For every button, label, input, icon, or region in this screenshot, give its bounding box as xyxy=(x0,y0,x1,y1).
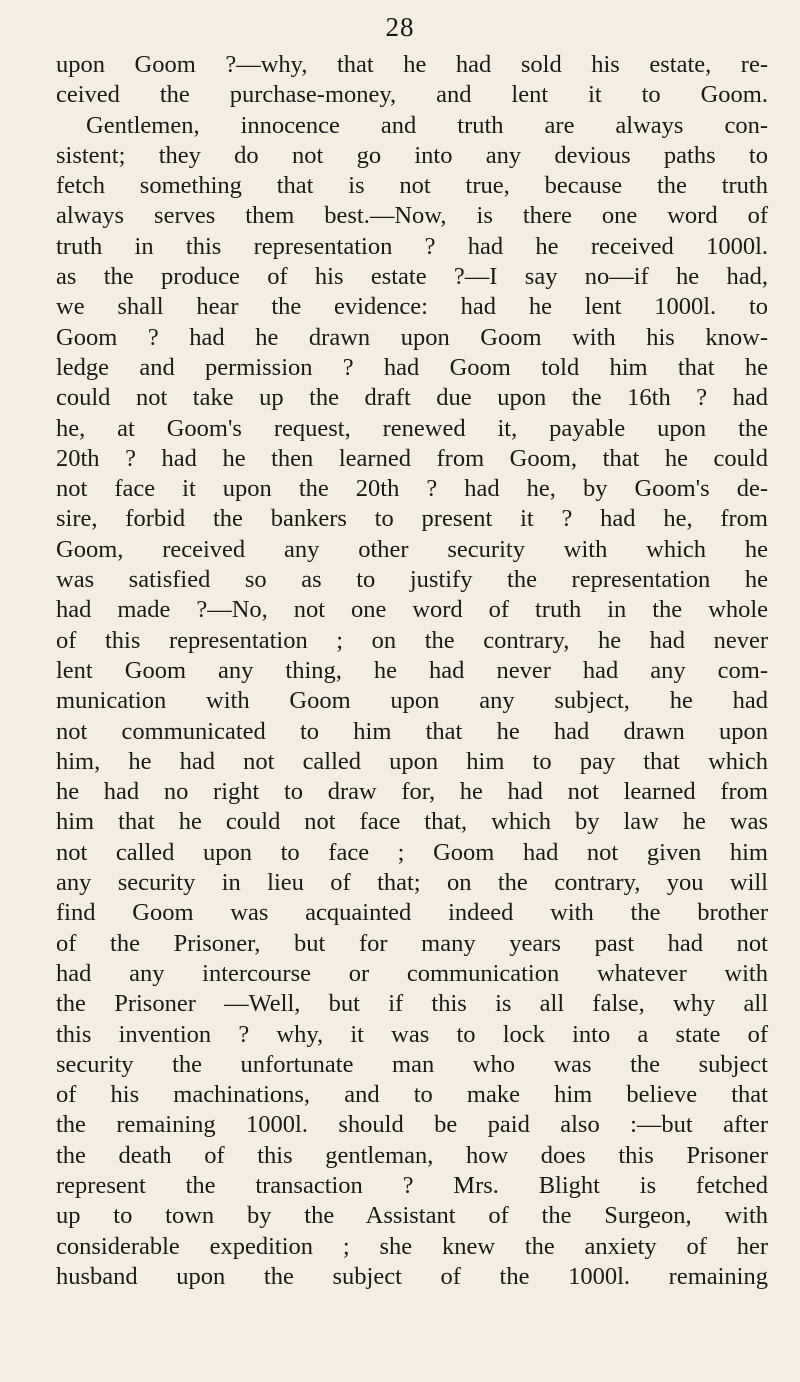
text-line: find Goom was acquainted indeed with the brother xyxy=(56,899,768,927)
text-line: him, he had not called upon him to pay that which xyxy=(56,747,768,775)
text-line: was satisfied so as to justify the representation he xyxy=(56,566,768,594)
text-line: security the unfortunate man who was the subject xyxy=(56,1050,768,1078)
body-text xyxy=(56,50,768,1292)
text-line: the remaining 1000l. should be paid also :—but after xyxy=(56,1111,768,1139)
text-line: lent Goom any thing, he had never had any com- xyxy=(56,656,768,684)
text-line: Gentlemen, innocence and truth are always con- xyxy=(86,111,768,139)
text-line: always serves them best.—Now, is there one word of xyxy=(56,202,768,230)
text-line: ledge and permission ? had Goom told him that he xyxy=(56,353,768,381)
text-line: munication with Goom upon any subject, he had xyxy=(56,687,768,715)
text-line: as the produce of his estate ?—I say no—if he had, xyxy=(56,263,768,291)
text-line: sistent; they do not go into any devious paths to xyxy=(56,141,768,169)
text-line: considerable expedition ; she knew the anxiety of her xyxy=(56,1232,768,1260)
text-line: any security in lieu of that; on the contrary, you will xyxy=(56,869,768,897)
text-line: up to town by the Assistant of the Surgeon, with xyxy=(56,1202,768,1230)
text-line: not communicated to him that he had drawn upon xyxy=(56,717,768,745)
text-line: this invention ? why, it was to lock into a state of xyxy=(56,1020,768,1048)
text-line: of the Prisoner, but for many years past had not xyxy=(56,929,768,957)
text-line: could not take up the draft due upon the 16th ? had xyxy=(56,384,768,412)
text-line: of this representation ; on the contrary, he had never xyxy=(56,626,768,654)
text-line: him that he could not face that, which by law he was xyxy=(56,808,768,836)
text-line: Goom, received any other security with which he xyxy=(56,535,768,563)
page-number: 28 xyxy=(385,12,415,42)
text-line: had made ?—No, not one word of truth in the whole xyxy=(56,596,768,624)
text-line: ceived the purchase-money, and lent it to Goom. xyxy=(56,81,768,109)
text-line: truth in this representation ? had he received 1000l. xyxy=(56,232,768,260)
text-line: of his machinations, and to make him believe that xyxy=(56,1081,768,1109)
text-line: had any intercourse or communication whatever with xyxy=(56,959,768,987)
text-line: not face it upon the 20th ? had he, by Goom's de- xyxy=(56,475,768,503)
text-line: he, at Goom's request, renewed it, payable upon the xyxy=(56,414,768,442)
text-line: we shall hear the evidence: had he lent 1000l. to xyxy=(56,293,768,321)
text-line: represent the transaction ? Mrs. Blight is fetched xyxy=(56,1171,768,1199)
text-line: upon Goom ?—why, that he had sold his estate, re- xyxy=(56,51,768,78)
text-line: fetch something that is not true, because the truth xyxy=(56,172,768,200)
text-line: Goom ? had he drawn upon Goom with his know- xyxy=(56,323,768,351)
text-line: not called upon to face ; Goom had not given him xyxy=(56,838,768,866)
text-line: he had no right to draw for, he had not learned from xyxy=(56,778,768,806)
text-line: the death of this gentleman, how does this Prisoner xyxy=(56,1141,768,1169)
text-line: sire, forbid the bankers to present it ? had he, from xyxy=(56,505,768,533)
text-line: the Prisoner —Well, but if this is all false, why all xyxy=(56,990,768,1018)
text-line: husband upon the subject of the 1000l. remaining xyxy=(56,1262,768,1290)
text-line: 20th ? had he then learned from Goom, that he could xyxy=(56,444,768,472)
